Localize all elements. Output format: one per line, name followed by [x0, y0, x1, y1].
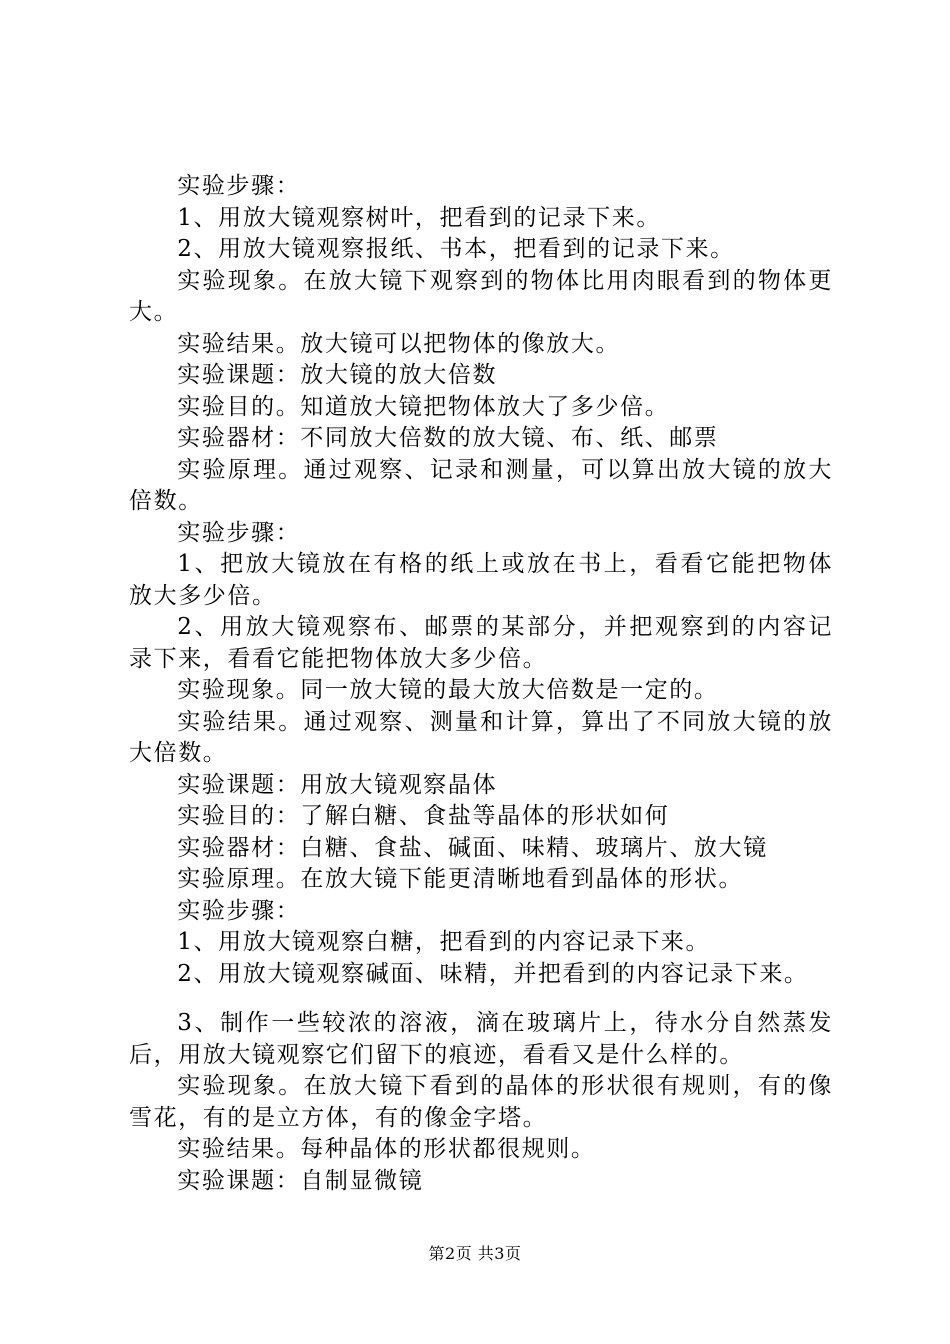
paragraph: 实验步骤：: [177, 897, 301, 924]
paragraph: 实验原理。在放大镜下能更清晰地看到晶体的形状。: [177, 866, 744, 892]
paragraph: 实验课题：自制显微镜: [177, 1167, 424, 1194]
paragraph: 实验步骤：: [177, 173, 301, 199]
paragraph: 实验课题：放大镜的放大倍数: [177, 362, 498, 388]
paragraph: 实验目的：了解白糖、食盐等晶体的形状如何: [177, 803, 670, 829]
paragraph: 实验现象。在放大镜下看到的晶体的形状很有规则，有的像雪花，有的是立方体，有的像金字塔。: [129, 1073, 833, 1131]
paragraph: 实验步骤：: [177, 519, 301, 546]
paragraph: 2、用放大镜观察碱面、味精，并把看到的内容记录下来。: [177, 960, 809, 987]
paragraph: 实验现象。在放大镜下观察到的物体比用肉眼看到的物体更大。: [129, 267, 833, 325]
paragraph: 1、用放大镜观察树叶，把看到的记录下来。: [177, 204, 661, 231]
paragraph: 实验课题：用放大镜观察晶体: [177, 771, 498, 798]
paragraph: 1、用放大镜观察白糖，把看到的内容记录下来。: [177, 929, 711, 955]
paragraph-gap: [129, 990, 833, 1008]
paragraph: 实验器材：不同放大倍数的放大镜、布、纸、邮票: [177, 425, 719, 451]
paragraph: 3、制作一些较浓的溶液，滴在玻璃片上，待水分自然蒸发后，用放大镜观察它们留下的痕迹，看看又是什么样的。: [129, 1010, 833, 1068]
paragraph: 2、用放大镜观察报纸、书本，把看到的记录下来。: [177, 236, 735, 262]
paragraph: 实验现象。同一放大镜的最大放大倍数是一定的。: [177, 677, 719, 703]
paragraph: 1、把放大镜放在有格的纸上或放在书上，看看它能把物体放大多少倍。: [129, 551, 833, 609]
paragraph: 实验器材：白糖、食盐、碱面、味精、玻璃片、放大镜: [177, 834, 768, 861]
paragraph: 2、用放大镜观察布、邮票的某部分，并把观察到的内容记录下来，看看它能把物体放大多少倍。: [129, 614, 833, 672]
paragraph: 实验结果。通过观察、测量和计算，算出了不同放大镜的放大倍数。: [129, 708, 833, 766]
page-number-footer: 第2页 共3页: [428, 1244, 522, 1263]
paragraph: 实验结果。每种晶体的形状都很规则。: [177, 1136, 596, 1162]
paragraph: 实验原理。通过观察、记录和测量，可以算出放大镜的放大倍数。: [129, 456, 833, 514]
paragraph: 实验目的。知道放大镜把物体放大了多少倍。: [177, 393, 670, 420]
paragraph: 实验结果。放大镜可以把物体的像放大。: [177, 330, 621, 357]
document-body: [129, 171, 833, 1197]
